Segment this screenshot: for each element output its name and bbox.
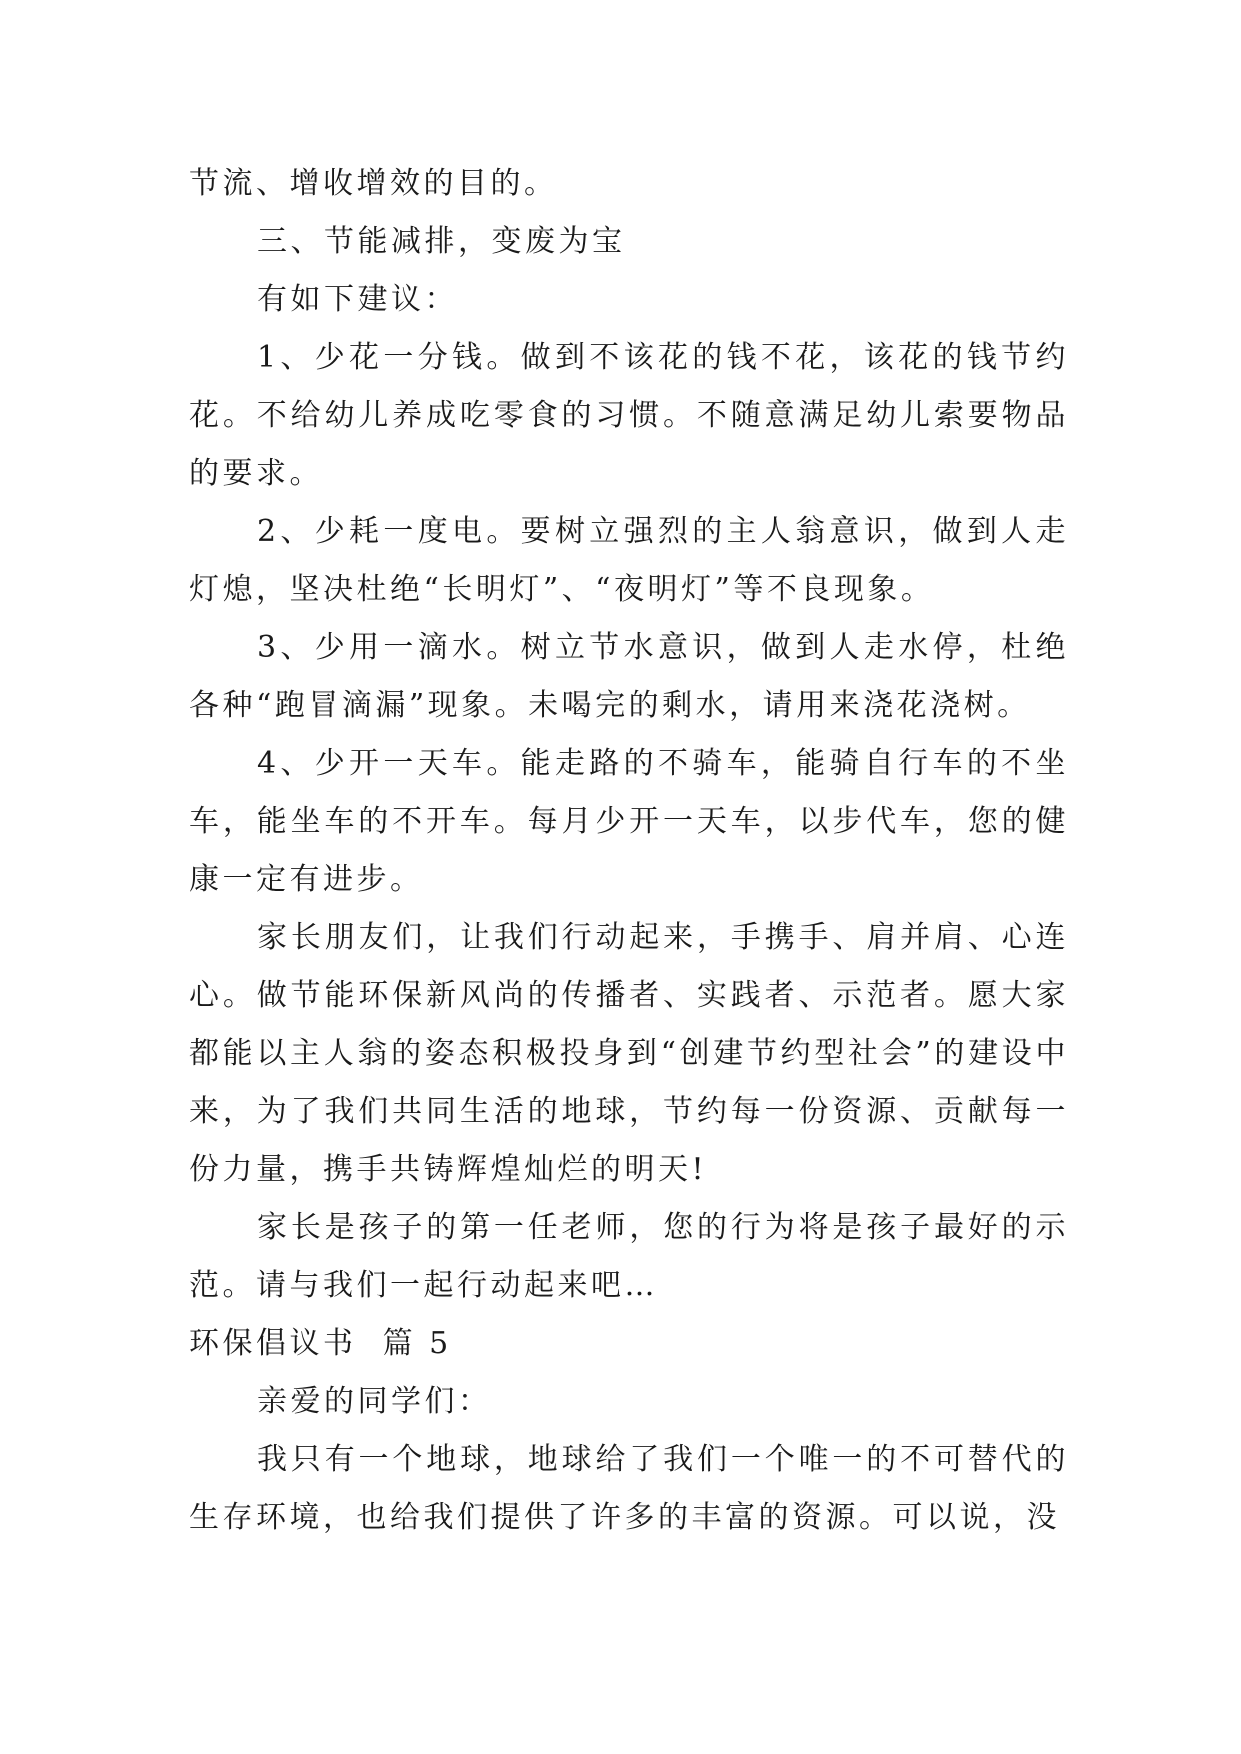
paragraph-parents-role: 家长是孩子的第一任老师，您的行为将是孩子最好的示范。请与我们一起行动起来吧… bbox=[189, 1210, 1069, 1303]
section-heading-three: 三、节能减排，变废为宝 bbox=[257, 224, 626, 259]
paragraph-continuation: 节流、增收增效的目的。 bbox=[189, 166, 558, 201]
paragraph-suggestion-4: 4、少开一天车。能走路的不骑车，能骑自行车的不坐车，能坐车的不开车。每月少开一天车，以步代车，您的健康一定有进步。 bbox=[189, 746, 1069, 897]
paragraph-greeting: 亲爱的同学们： bbox=[257, 1384, 492, 1419]
paragraph-suggestion-3: 3、少用一滴水。树立节水意识，做到人走水停，杜绝各种“跑冒滴漏”现象。未喝完的剩水，请用来浇花浇树。 bbox=[189, 630, 1069, 723]
article-heading: 环保倡议书 篇 5 bbox=[189, 1326, 452, 1361]
paragraph-suggestions-intro: 有如下建议： bbox=[257, 282, 458, 317]
paragraph-earth-intro: 我只有一个地球，地球给了我们一个唯一的不可替代的生存环境，也给我们提供了许多的丰富的资源。可以说，没 bbox=[189, 1442, 1069, 1535]
paragraph-suggestion-2: 2、少耗一度电。要树立强烈的主人翁意识，做到人走灯熄，坚决杜绝“长明灯”、“夜明灯”等不良现象。 bbox=[189, 514, 1069, 607]
paragraph-call-to-action: 家长朋友们，让我们行动起来，手携手、肩并肩、心连心。做节能环保新风尚的传播者、实践者、示范者。愿大家都能以主人翁的姿态积极投身到“创建节约型社会”的建设中来，为了我们共同生活的地球，节约每一份资源、贡献每一份力量，携手共铸辉煌灿烂的明天! bbox=[189, 920, 1069, 1187]
paragraph-suggestion-1: 1、少花一分钱。做到不该花的钱不花，该花的钱节约花。不给幼儿养成吃零食的习惯。不随意满足幼儿索要物品的要求。 bbox=[189, 340, 1069, 491]
document-body bbox=[189, 155, 1069, 1547]
